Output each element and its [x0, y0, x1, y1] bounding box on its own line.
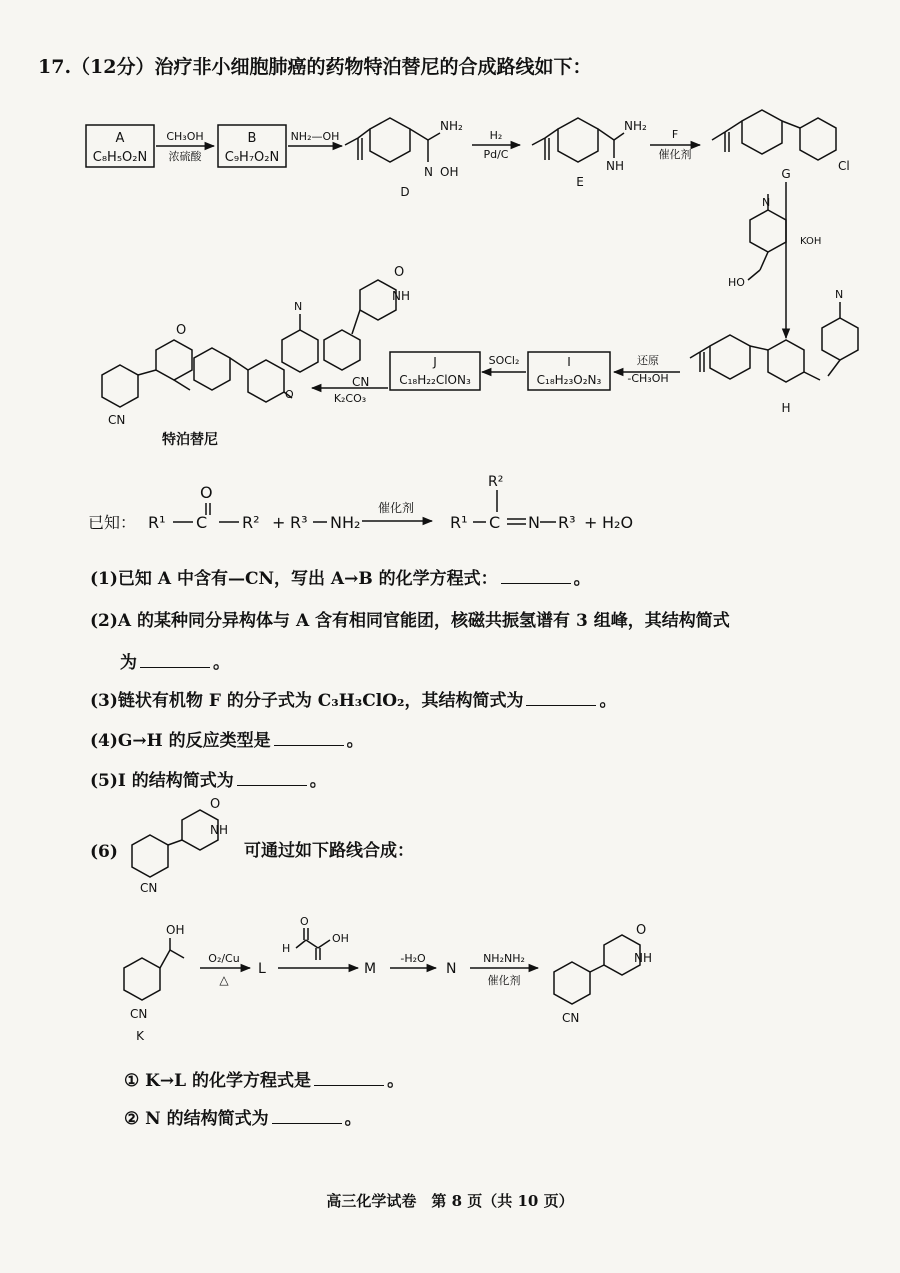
- product-nh: NH: [634, 951, 652, 965]
- tep-o-carbonyl: O: [176, 323, 187, 338]
- tepotinib-benzene-ring: [194, 348, 230, 390]
- label-E: E: [576, 175, 584, 189]
- known-prod-r3: R³: [558, 513, 576, 532]
- reagent-de-top: H₂: [489, 129, 503, 142]
- known-prefix: 已知：: [88, 513, 137, 532]
- reagent-bd: NH₂—OH: [290, 130, 340, 143]
- label-K: K: [136, 1029, 144, 1043]
- H-piperidine-ring: [822, 318, 858, 360]
- answer-blank-4[interactable]: [274, 731, 344, 746]
- G-pyrimidine-ring: [800, 118, 836, 160]
- known-r2: R²: [242, 513, 260, 532]
- reagent-nh: NH: [392, 289, 410, 303]
- reagent-jt: K₂CO₃: [333, 392, 367, 405]
- K-benzene-ring: [124, 958, 160, 1000]
- reagent-eg-top: F: [671, 128, 679, 141]
- tep-n: N: [294, 300, 303, 313]
- known-o: O: [200, 483, 213, 502]
- D-oh: OH: [440, 165, 459, 179]
- tep-o-ether: O: [285, 388, 294, 401]
- D-n: N: [424, 165, 433, 179]
- reagent-ab-bottom: 浓硫酸: [168, 150, 202, 163]
- K-cn: CN: [130, 1007, 148, 1021]
- known-prod-r2: R²: [488, 474, 504, 490]
- piperidine-reagent-ring: [750, 210, 786, 252]
- E-benzene-ring: [558, 118, 598, 162]
- known-nh2: NH₂: [330, 513, 361, 532]
- label-H: H: [781, 401, 791, 415]
- H-benzene-ring: [710, 335, 750, 379]
- answer-blank-6a[interactable]: [314, 1071, 384, 1086]
- label-N: N: [446, 961, 457, 977]
- G-benzene-ring: [742, 110, 782, 154]
- label-A: A: [115, 131, 125, 146]
- tepotinib-cyanophenyl-ring: [102, 365, 138, 407]
- reagent-de-bottom: Pd/C: [483, 148, 509, 161]
- label-D: D: [400, 185, 410, 199]
- formula-I: C₁₈H₂₃O₂N₃: [536, 373, 602, 387]
- question-6-sub2: ② N 的结构简式为 。: [124, 1109, 362, 1129]
- known-prod-r1: R¹: [450, 513, 468, 532]
- q6-target-benzene: [132, 835, 168, 877]
- known-r1: R¹: [148, 513, 166, 532]
- q6-product-benzene: [554, 962, 590, 1004]
- known-water: H₂O: [602, 513, 634, 532]
- gh-n: N: [762, 196, 771, 209]
- tepotinib-pyrimidine-ring: [248, 360, 284, 402]
- D-benzene-ring: [370, 118, 410, 162]
- H-pyrimidine-ring: [768, 340, 804, 382]
- formula-B: C₉H₇O₂N: [224, 150, 280, 165]
- known-plus1: +: [272, 513, 286, 532]
- question-2: (2)A 的某种同分异构体与 A 含有相同官能团，核磁共振氢谱有 3 组峰，其结构简式: [90, 611, 730, 631]
- G-cl: Cl: [838, 159, 850, 173]
- question-6-sub1: ① K→L 的化学方程式是 。: [124, 1071, 405, 1091]
- known-prod-n: N: [528, 513, 540, 532]
- tep-cn: CN: [108, 413, 126, 427]
- H-n: N: [835, 288, 844, 301]
- pyridazinone-reagent-ring: [360, 280, 396, 320]
- label-L: L: [258, 961, 266, 977]
- gh-oh: HO: [728, 276, 745, 289]
- known-catalyst: 催化剂: [377, 501, 415, 515]
- formula-J: C₁₈H₂₂ClON₃: [399, 373, 471, 387]
- reagent-kl-top: O₂/Cu: [208, 952, 240, 965]
- label-B: B: [247, 131, 257, 146]
- reagent-np-bottom: 催化剂: [487, 974, 521, 987]
- K-oh: OH: [166, 923, 185, 937]
- glyox-h: H: [282, 942, 291, 955]
- question-2-cont: 为 。: [120, 653, 230, 673]
- tepotinib-label: 特泊替尼: [162, 432, 218, 448]
- reagent-gh: KOH: [800, 236, 822, 247]
- question-3: (3)链状有机物 F 的分子式为 C₃H₃ClO₂，其结构简式为 。: [90, 691, 617, 711]
- pyridazinone-reagent-benzene: [324, 330, 360, 370]
- q6-target-o: O: [210, 797, 221, 812]
- question-5: (5)I 的结构简式为 。: [90, 771, 327, 791]
- product-o: O: [636, 923, 647, 938]
- question-title: 17.（12分）治疗非小细胞肺癌的药物特泊替尼的合成路线如下：: [38, 56, 592, 78]
- glyox-oh: OH: [332, 932, 349, 945]
- reagent-mn: -H₂O: [400, 952, 426, 965]
- answer-blank-5[interactable]: [237, 771, 307, 786]
- reagent-np-top: NH₂NH₂: [483, 952, 525, 965]
- known-c: C: [196, 513, 208, 532]
- reagent-eg-bottom: 催化剂: [658, 148, 692, 161]
- known-r3: R³: [290, 513, 308, 532]
- E-nh2: NH₂: [624, 119, 647, 133]
- label-I: I: [567, 355, 571, 369]
- reagent-o: O: [394, 265, 405, 280]
- known-plus2: +: [584, 513, 598, 532]
- reagent-kl-bottom: △: [219, 973, 229, 987]
- answer-blank-1[interactable]: [501, 569, 571, 584]
- product-cn: CN: [562, 1011, 580, 1025]
- formula-A: C₈H₅O₂N: [92, 150, 148, 165]
- reagent-ij: SOCl₂: [488, 354, 520, 367]
- glyox-o: O: [300, 915, 309, 928]
- tepotinib-piperidine-ring: [282, 330, 318, 372]
- D-nh2: NH₂: [440, 119, 463, 133]
- reagent-cn: CN: [352, 375, 370, 389]
- q6-target-nh: NH: [210, 823, 228, 837]
- tepotinib-pyridazinone-ring: [156, 340, 192, 380]
- q6-target-cn: CN: [140, 881, 158, 895]
- question-1: (1)已知 A 中含有—CN，写出 A→B 的化学方程式： 。: [90, 569, 591, 589]
- label-J: J: [433, 355, 437, 369]
- question-6-label: (6): [90, 842, 118, 862]
- reagent-hi-bottom: -CH₃OH: [627, 372, 669, 385]
- answer-blank-2[interactable]: [140, 653, 210, 668]
- page-footer: 高三化学试卷 第 8 页（共 10 页）: [326, 1192, 574, 1210]
- answer-blank-3[interactable]: [526, 691, 596, 706]
- question-4: (4)G→H 的反应类型是 。: [90, 731, 364, 751]
- label-G: G: [781, 167, 791, 181]
- E-nh: NH: [606, 159, 624, 173]
- reagent-ab-top: CH₃OH: [166, 130, 204, 143]
- reagent-hi-top: 还原: [637, 354, 659, 367]
- question-6-text: 可通过如下路线合成：: [244, 841, 414, 861]
- label-M: M: [364, 961, 377, 977]
- known-prod-c: C: [489, 513, 501, 532]
- answer-blank-6b[interactable]: [272, 1109, 342, 1124]
